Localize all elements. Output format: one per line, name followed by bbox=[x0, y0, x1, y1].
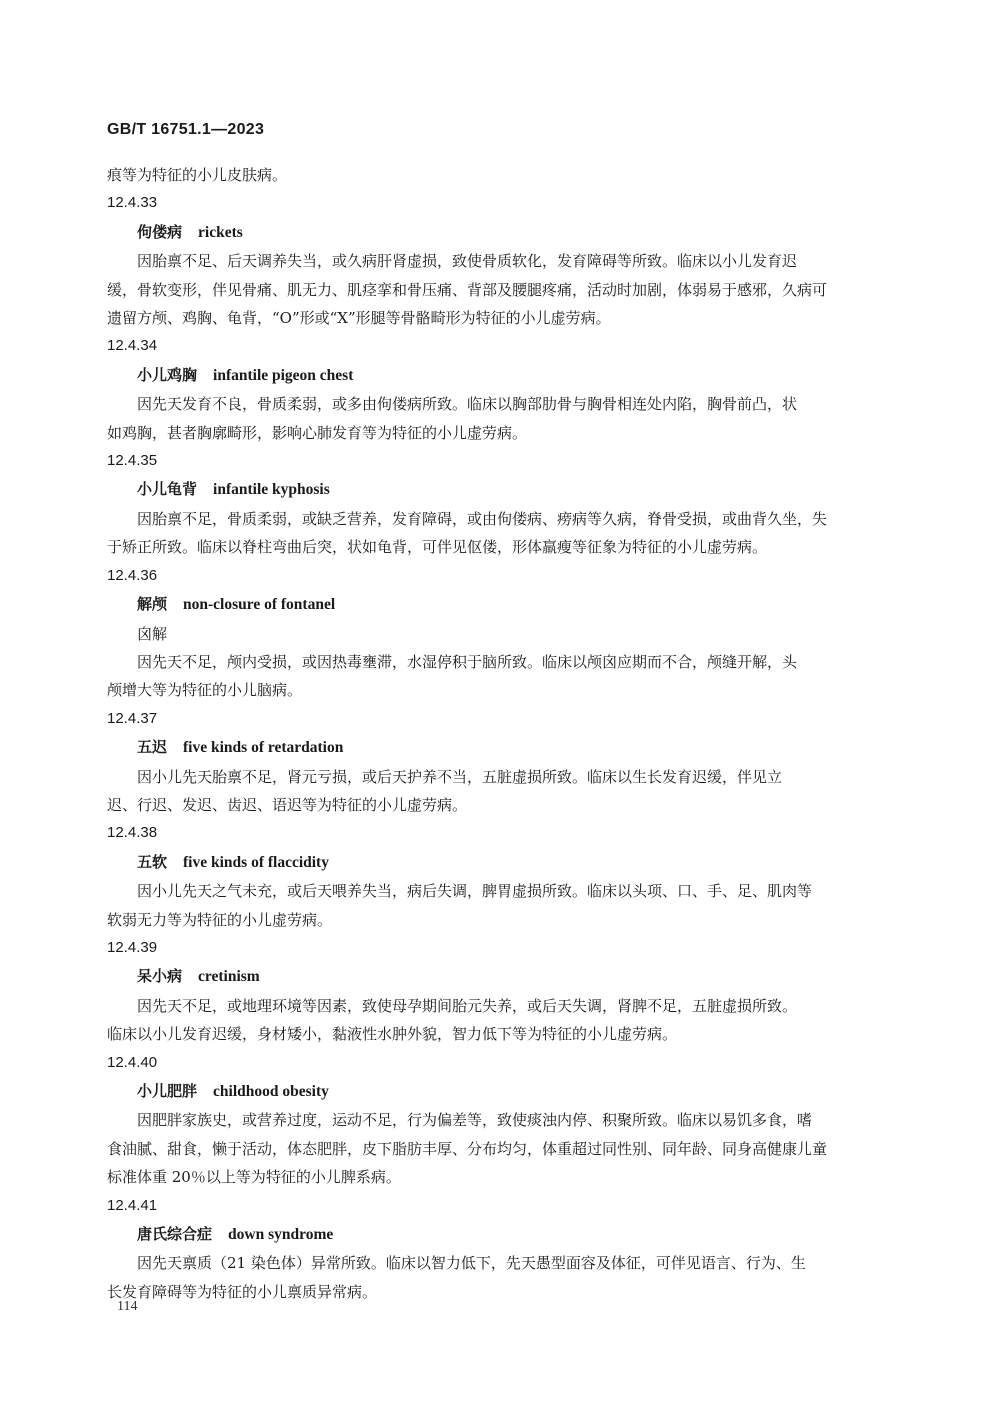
term-english: five kinds of retardation bbox=[183, 739, 344, 757]
entry-number: 12.4.40 bbox=[107, 1053, 158, 1071]
definition-text bbox=[107, 648, 887, 705]
term-chinese: 五软 bbox=[137, 852, 168, 871]
term-entry bbox=[107, 1049, 887, 1192]
term-heading bbox=[107, 962, 887, 991]
term-english: infantile pigeon chest bbox=[213, 366, 354, 384]
continuation-text: 痕等为特征的小儿皮肤病。 bbox=[107, 166, 288, 184]
definition-line: 软弱无力等为特征的小儿虚劳病。 bbox=[107, 910, 333, 929]
term-heading bbox=[107, 361, 887, 390]
term-entry bbox=[107, 1192, 887, 1307]
definition-text bbox=[107, 992, 887, 1049]
entry-number: 12.4.34 bbox=[107, 337, 158, 355]
term-chinese: 解颅 bbox=[137, 595, 168, 614]
entry-list bbox=[107, 189, 887, 1306]
definition-text bbox=[107, 390, 887, 447]
term-english: non-closure of fontanel bbox=[183, 596, 336, 614]
term-english: infantile kyphosis bbox=[213, 481, 330, 499]
term-chinese: 小儿鸡胸 bbox=[137, 365, 198, 384]
definition-line: 迟、行迟、发迟、齿迟、语迟等为特征的小儿虚劳病。 bbox=[107, 795, 468, 814]
definition-line: 颅增大等为特征的小儿脑病。 bbox=[107, 681, 303, 700]
term-english: down syndrome bbox=[228, 1226, 334, 1244]
definition-line: 食油腻、甜食，懒于活动，体态肥胖，皮下脂肪丰厚、分布均匀，体重超过同性别、同年龄、同身高健康儿童 bbox=[107, 1139, 828, 1158]
definition-text bbox=[107, 1106, 887, 1191]
page-number: 114 bbox=[117, 1299, 138, 1314]
entry-number: 12.4.33 bbox=[107, 194, 158, 212]
definition-line: 因先天不足，或地理环境等因素，致使母孕期间胎元失养，或后天失调，肾脾不足，五脏虚损所致。 bbox=[137, 996, 798, 1015]
term-chinese: 呆小病 bbox=[137, 967, 183, 986]
definition-line: 于矫正所致。临床以脊柱弯曲后突，状如龟背，可伴见伛偻，形体羸瘦等征象为特征的小儿虚劳病。 bbox=[107, 538, 768, 557]
definition-text bbox=[107, 505, 887, 562]
term-heading bbox=[107, 733, 887, 762]
entry-number: 12.4.41 bbox=[107, 1196, 158, 1214]
entry-number: 12.4.36 bbox=[107, 566, 158, 584]
term-heading bbox=[107, 848, 887, 877]
definition-line: 因胎禀不足、后天调养失当，或久病肝肾虚损，致使骨质软化，发育障碍等所致。临床以小儿发育迟 bbox=[137, 252, 798, 271]
term-heading bbox=[107, 475, 887, 504]
term-entry bbox=[107, 447, 887, 562]
term-entry bbox=[107, 189, 887, 332]
term-entry bbox=[107, 819, 887, 934]
page-content bbox=[107, 161, 887, 1306]
term-heading bbox=[107, 1220, 887, 1249]
term-entry bbox=[107, 705, 887, 820]
definition-line: 因小儿先天胎禀不足，肾元亏损，或后天护养不当，五脏虚损所致。临床以生长发育迟缓，伴见立 bbox=[137, 767, 783, 786]
term-chinese: 佝偻病 bbox=[137, 222, 183, 241]
definition-line: 因先天不足，颅内受损，或因热毒壅滞，水湿停积于脑所致。临床以颅囟应期而不合，颅缝开解，头 bbox=[137, 652, 798, 671]
term-chinese: 五迟 bbox=[137, 738, 168, 757]
term-chinese: 小儿龟背 bbox=[137, 480, 198, 499]
definition-line: 临床以小儿发育迟缓，身材矮小，黏液性水肿外貌，智力低下等为特征的小儿虚劳病。 bbox=[107, 1025, 678, 1044]
standard-code-header: GB/T 16751.1—2023 bbox=[107, 121, 265, 138]
entry-number: 12.4.37 bbox=[107, 709, 158, 727]
term-heading bbox=[107, 218, 887, 247]
definition-line: 遗留方颅、鸡胸、龟背，“O”形或“X”形腿等骨骼畸形为特征的小儿虚劳病。 bbox=[107, 309, 611, 328]
entry-number: 12.4.39 bbox=[107, 938, 158, 956]
term-chinese: 唐氏综合症 bbox=[137, 1225, 213, 1244]
term-entry bbox=[107, 562, 887, 705]
definition-line: 因先天禀质（21 染色体）异常所致。临床以智力低下，先天愚型面容及体征，可伴见语言、行为、生 bbox=[137, 1254, 806, 1273]
definition-line: 因肥胖家族史，或营养过度，运动不足，行为偏差等，致使痰浊内停、积聚所致。临床以易饥多食，嗜 bbox=[137, 1111, 813, 1130]
term-english: five kinds of flaccidity bbox=[183, 853, 329, 871]
term-english: cretinism bbox=[198, 968, 260, 986]
term-chinese: 小儿肥胖 bbox=[137, 1082, 198, 1100]
definition-text bbox=[107, 1249, 887, 1306]
entry-number: 12.4.38 bbox=[107, 824, 158, 842]
definition-line: 标准体重 20％以上等为特征的小儿脾系病。 bbox=[107, 1168, 401, 1187]
term-heading bbox=[107, 590, 887, 619]
term-english: childhood obesity bbox=[213, 1083, 329, 1100]
definition-line: 因胎禀不足，骨质柔弱，或缺乏营养，发育障碍，或由佝偻病、痨病等久病，脊骨受损，或曲背久坐，失 bbox=[137, 509, 828, 528]
definition-text bbox=[107, 877, 887, 934]
definition-line: 如鸡胸，甚者胸廓畸形，影响心肺发育等为特征的小儿虚劳病。 bbox=[107, 423, 528, 442]
term-synonym: 囟解 bbox=[137, 624, 168, 643]
term-entry bbox=[107, 934, 887, 1049]
definition-text bbox=[107, 247, 887, 332]
definition-line: 缓，骨软变形，伴见骨痛、肌无力、肌痉挛和骨压痛、背部及腰腿疼痛，活动时加剧，体弱易于感邪，久病可 bbox=[107, 280, 828, 299]
definition-line: 因小儿先天之气未充，或后天喂养失当，病后失调，脾胃虚损所致。临床以头项、口、手、足、肌肉等 bbox=[137, 882, 813, 901]
entry-number: 12.4.35 bbox=[107, 452, 158, 470]
term-heading bbox=[107, 1077, 887, 1106]
definition-text bbox=[107, 763, 887, 820]
definition-line: 因先天发育不良，骨质柔弱，或多由佝偻病所致。临床以胸部肋骨与胸骨相连处内陷，胸骨前凸，状 bbox=[137, 395, 798, 414]
term-entry bbox=[107, 332, 887, 447]
term-english: rickets bbox=[198, 223, 243, 241]
definition-line: 长发育障碍等为特征的小儿禀质异常病。 bbox=[107, 1282, 378, 1301]
